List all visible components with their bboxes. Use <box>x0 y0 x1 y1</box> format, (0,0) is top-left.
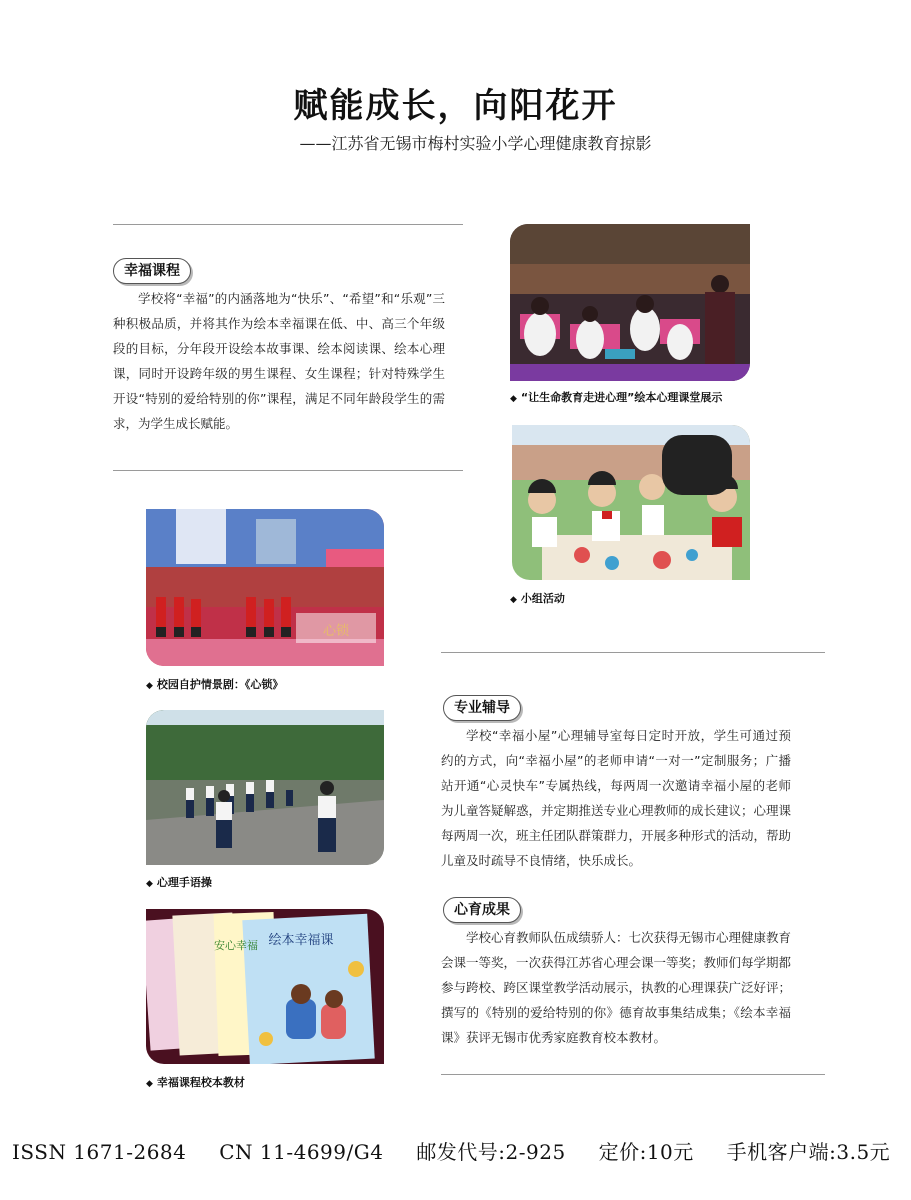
section-tag-happiness-course: 幸福课程 <box>113 258 191 284</box>
happiness-course-text: 学校将“幸福”的内涵落地为“快乐”、“希望”和“乐观”三种积极品质，并将其作为绘本幸福课在低、中、高三个年级段的目标，分年段开设绘本故事课、绘本阅读课、绘本心理课，同时开设跨年级的男生课程、女生课程；针对特殊学生开设“特别的爱给特别的你”课程，满足不同年龄段学生的需求，为学生成长赋能。 <box>113 291 445 431</box>
publication-footer <box>12 1136 902 1165</box>
caption-marker: ◆ <box>146 1079 153 1089</box>
price: 定价:10元 <box>598 1140 694 1164</box>
textbook-title: 绘本幸福课 <box>268 933 334 948</box>
gesture-exercise-caption: ◆ 心理手语操 <box>146 876 212 889</box>
divider <box>441 652 825 653</box>
divider <box>113 224 463 225</box>
group-activity-caption: ◆ 小组活动 <box>510 592 565 605</box>
textbook-caption: ◆ 幸福课程校本教材 <box>146 1076 245 1089</box>
mobile-price: 手机客户端:3.5元 <box>726 1140 891 1164</box>
divider <box>441 1074 825 1075</box>
section-tag-achievements: 心育成果 <box>443 897 521 923</box>
issn: ISSN 1671-2684 <box>12 1140 187 1164</box>
achievements-text: 学校心育教师队伍成绩骄人：七次获得无锡市心理健康教育会课一等奖，一次获得江苏省心理会课一等奖；教师们每学期都参与跨校、跨区课堂教学活动展示，执教的心理课获广泛好评；撰写的《特别的爱给特别的你》德育故事集结成集；《绘本幸福课》获评无锡市优秀家庭教育校本教材。 <box>441 930 792 1045</box>
stage-text: 心锁 <box>322 624 350 639</box>
group-activity-photo <box>512 425 750 580</box>
cn-number: CN 11-4699/G4 <box>219 1140 384 1164</box>
drama-caption: ◆ 校园自护情景剧：《心锁》 <box>146 678 284 691</box>
drama-photo <box>146 509 384 666</box>
gesture-exercise-photo <box>146 710 384 865</box>
professional-guidance-text: 学校“幸福小屋”心理辅导室每日定时开放，学生可通过预约的方式，向“幸福小屋”的老师申请“一对一”定制服务；广播站开通“心灵快车”专属热线，每两周一次邀请幸福小屋的老师为儿童答疑解惑，并定期推送专业心理教师的成长建议；心理课每两周一次，班主任团队群策群力，开展多种形式的活动，帮助儿童及时疏导不良情绪，快乐成长。 <box>441 728 792 868</box>
textbook-photo <box>146 909 384 1064</box>
section-tag-professional-guidance: 专业辅导 <box>443 695 521 721</box>
page-subtitle: ——江苏省无锡市梅村实验小学心理健康教育掠影 <box>299 134 652 153</box>
classroom-caption: ◆ “让生命教育走进心理”绘本心理课堂展示 <box>510 391 723 404</box>
caption-marker: ◆ <box>146 681 153 691</box>
classroom-photo <box>510 224 750 381</box>
caption-marker: ◆ <box>510 394 517 404</box>
textbook-title-2: 安心幸福 <box>214 939 258 952</box>
caption-marker: ◆ <box>510 595 517 605</box>
page-title: 赋能成长，向阳花开 <box>293 86 618 126</box>
divider <box>113 470 463 471</box>
caption-marker: ◆ <box>146 879 153 889</box>
postal-code: 邮发代号:2-925 <box>416 1140 566 1164</box>
